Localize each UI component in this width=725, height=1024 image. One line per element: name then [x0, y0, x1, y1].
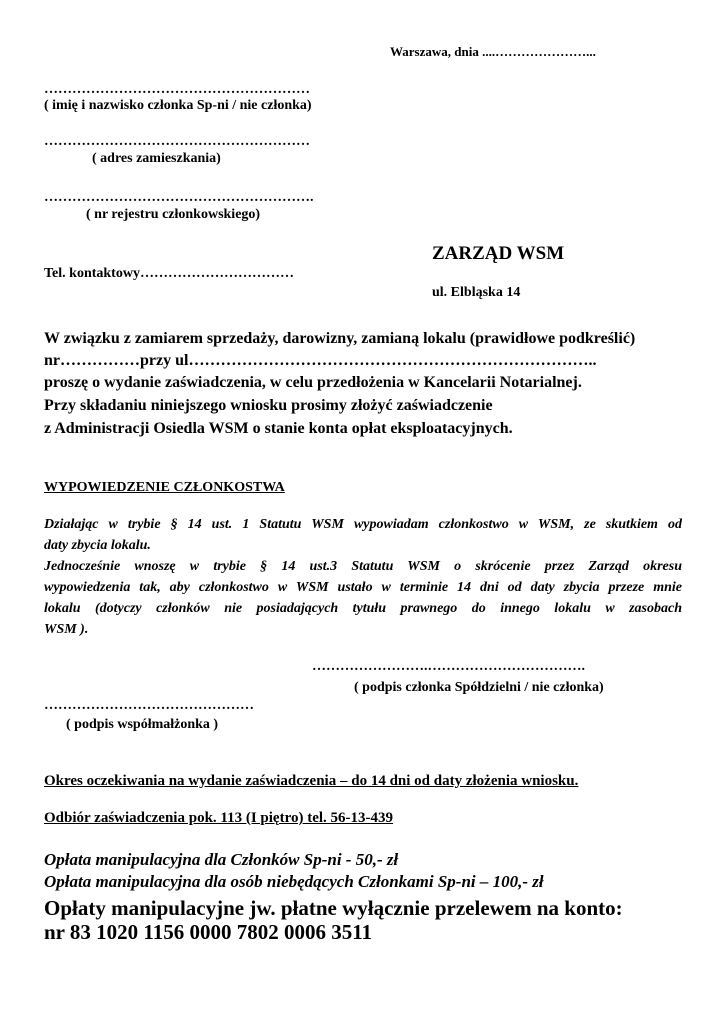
recipient-address: ul. Elbląska 14 — [432, 285, 521, 300]
termination-line-4: wypowiedzenia tak, aby członkostwo w WSM ustało w terminie 14 dni od daty zbycia przeze mnie — [44, 580, 682, 595]
payment-note: Opłaty manipulacyjne jw. płatne wyłącznie przelewem na konto: — [44, 896, 623, 920]
termination-line-2: daty zbycia lokalu. — [44, 538, 151, 553]
fee-members: Opłata manipulacyjna dla Członków Sp-ni - 50,- zł — [44, 850, 399, 869]
termination-line-6: WSM ). — [44, 622, 89, 637]
name-caption: ( imię i nazwisko członka Sp-ni / nie członka) — [44, 98, 312, 113]
termination-line-1: Działając w trybie § 14 ust. 1 Statutu WSM wypowiadam członkostwo w WSM, ze skutkiem od — [44, 517, 682, 532]
request-line-3: proszę o wydanie zaświadczenia, w celu przedłożenia w Kancelarii Notarialnej. — [44, 374, 582, 391]
request-line-1: W związku z zamiarem sprzedaży, darowizny, zamianą lokalu (prawidłowe podkreślić) — [44, 330, 636, 347]
recipient-title: ZARZĄD WSM — [432, 243, 565, 264]
member-signature-line: …………………….……………………………. — [312, 659, 585, 674]
request-line-5: z Administracji Osiedla WSM o stanie konta opłat eksploatacyjnych. — [44, 420, 513, 437]
request-line-2: nr……………przy ul………………………………………………………………….. — [44, 352, 597, 369]
address-dotted-line: ………………………………………………… — [44, 134, 310, 149]
spouse-signature-line: ……………………………………… — [44, 698, 254, 713]
request-line-4: Przy składaniu niniejszego wniosku prosimy złożyć zaświadczenie — [44, 397, 493, 414]
pickup-note: Odbiór zaświadczenia pok. 113 (I piętro) tel. 56-13-439 — [44, 810, 394, 826]
termination-line-3: Jednocześnie wnoszę w trybie § 14 ust.3 Statutu WSM o skrócenie przez Zarząd okresu — [44, 559, 682, 574]
fee-non-members: Opłata manipulacyjna dla osób niebędących Członkami Sp-ni – 100,- zł — [44, 872, 544, 891]
waiting-period-note: Okres oczekiwania na wydanie zaświadczenia – do 14 dni od daty złożenia wniosku. — [44, 773, 579, 789]
bank-account-number: nr 83 1020 1156 0000 7802 0006 3511 — [44, 920, 373, 944]
termination-heading: WYPOWIEDZENIE CZŁONKOSTWA — [44, 480, 285, 495]
place-and-date: Warszawa, dnia ....…………………... — [390, 44, 596, 59]
register-dotted-line: …………………………………………………. — [44, 190, 314, 205]
address-caption: ( adres zamieszkania) — [92, 151, 221, 166]
member-signature-caption: ( podpis członka Spółdzielni / nie członka) — [354, 680, 604, 695]
spouse-signature-caption: ( podpis współmałżonka ) — [66, 717, 219, 732]
termination-paragraph — [44, 514, 682, 640]
phone-label: Tel. kontaktowy…………………………… — [44, 266, 294, 281]
register-caption: ( nr rejestru członkowskiego) — [86, 207, 261, 222]
name-dotted-line: ………………………………………………… — [44, 82, 310, 97]
termination-line-5: lokalu (dotyczy członków nie posiadających tytułu prawnego do innego lokalu w zasobach — [44, 601, 682, 616]
